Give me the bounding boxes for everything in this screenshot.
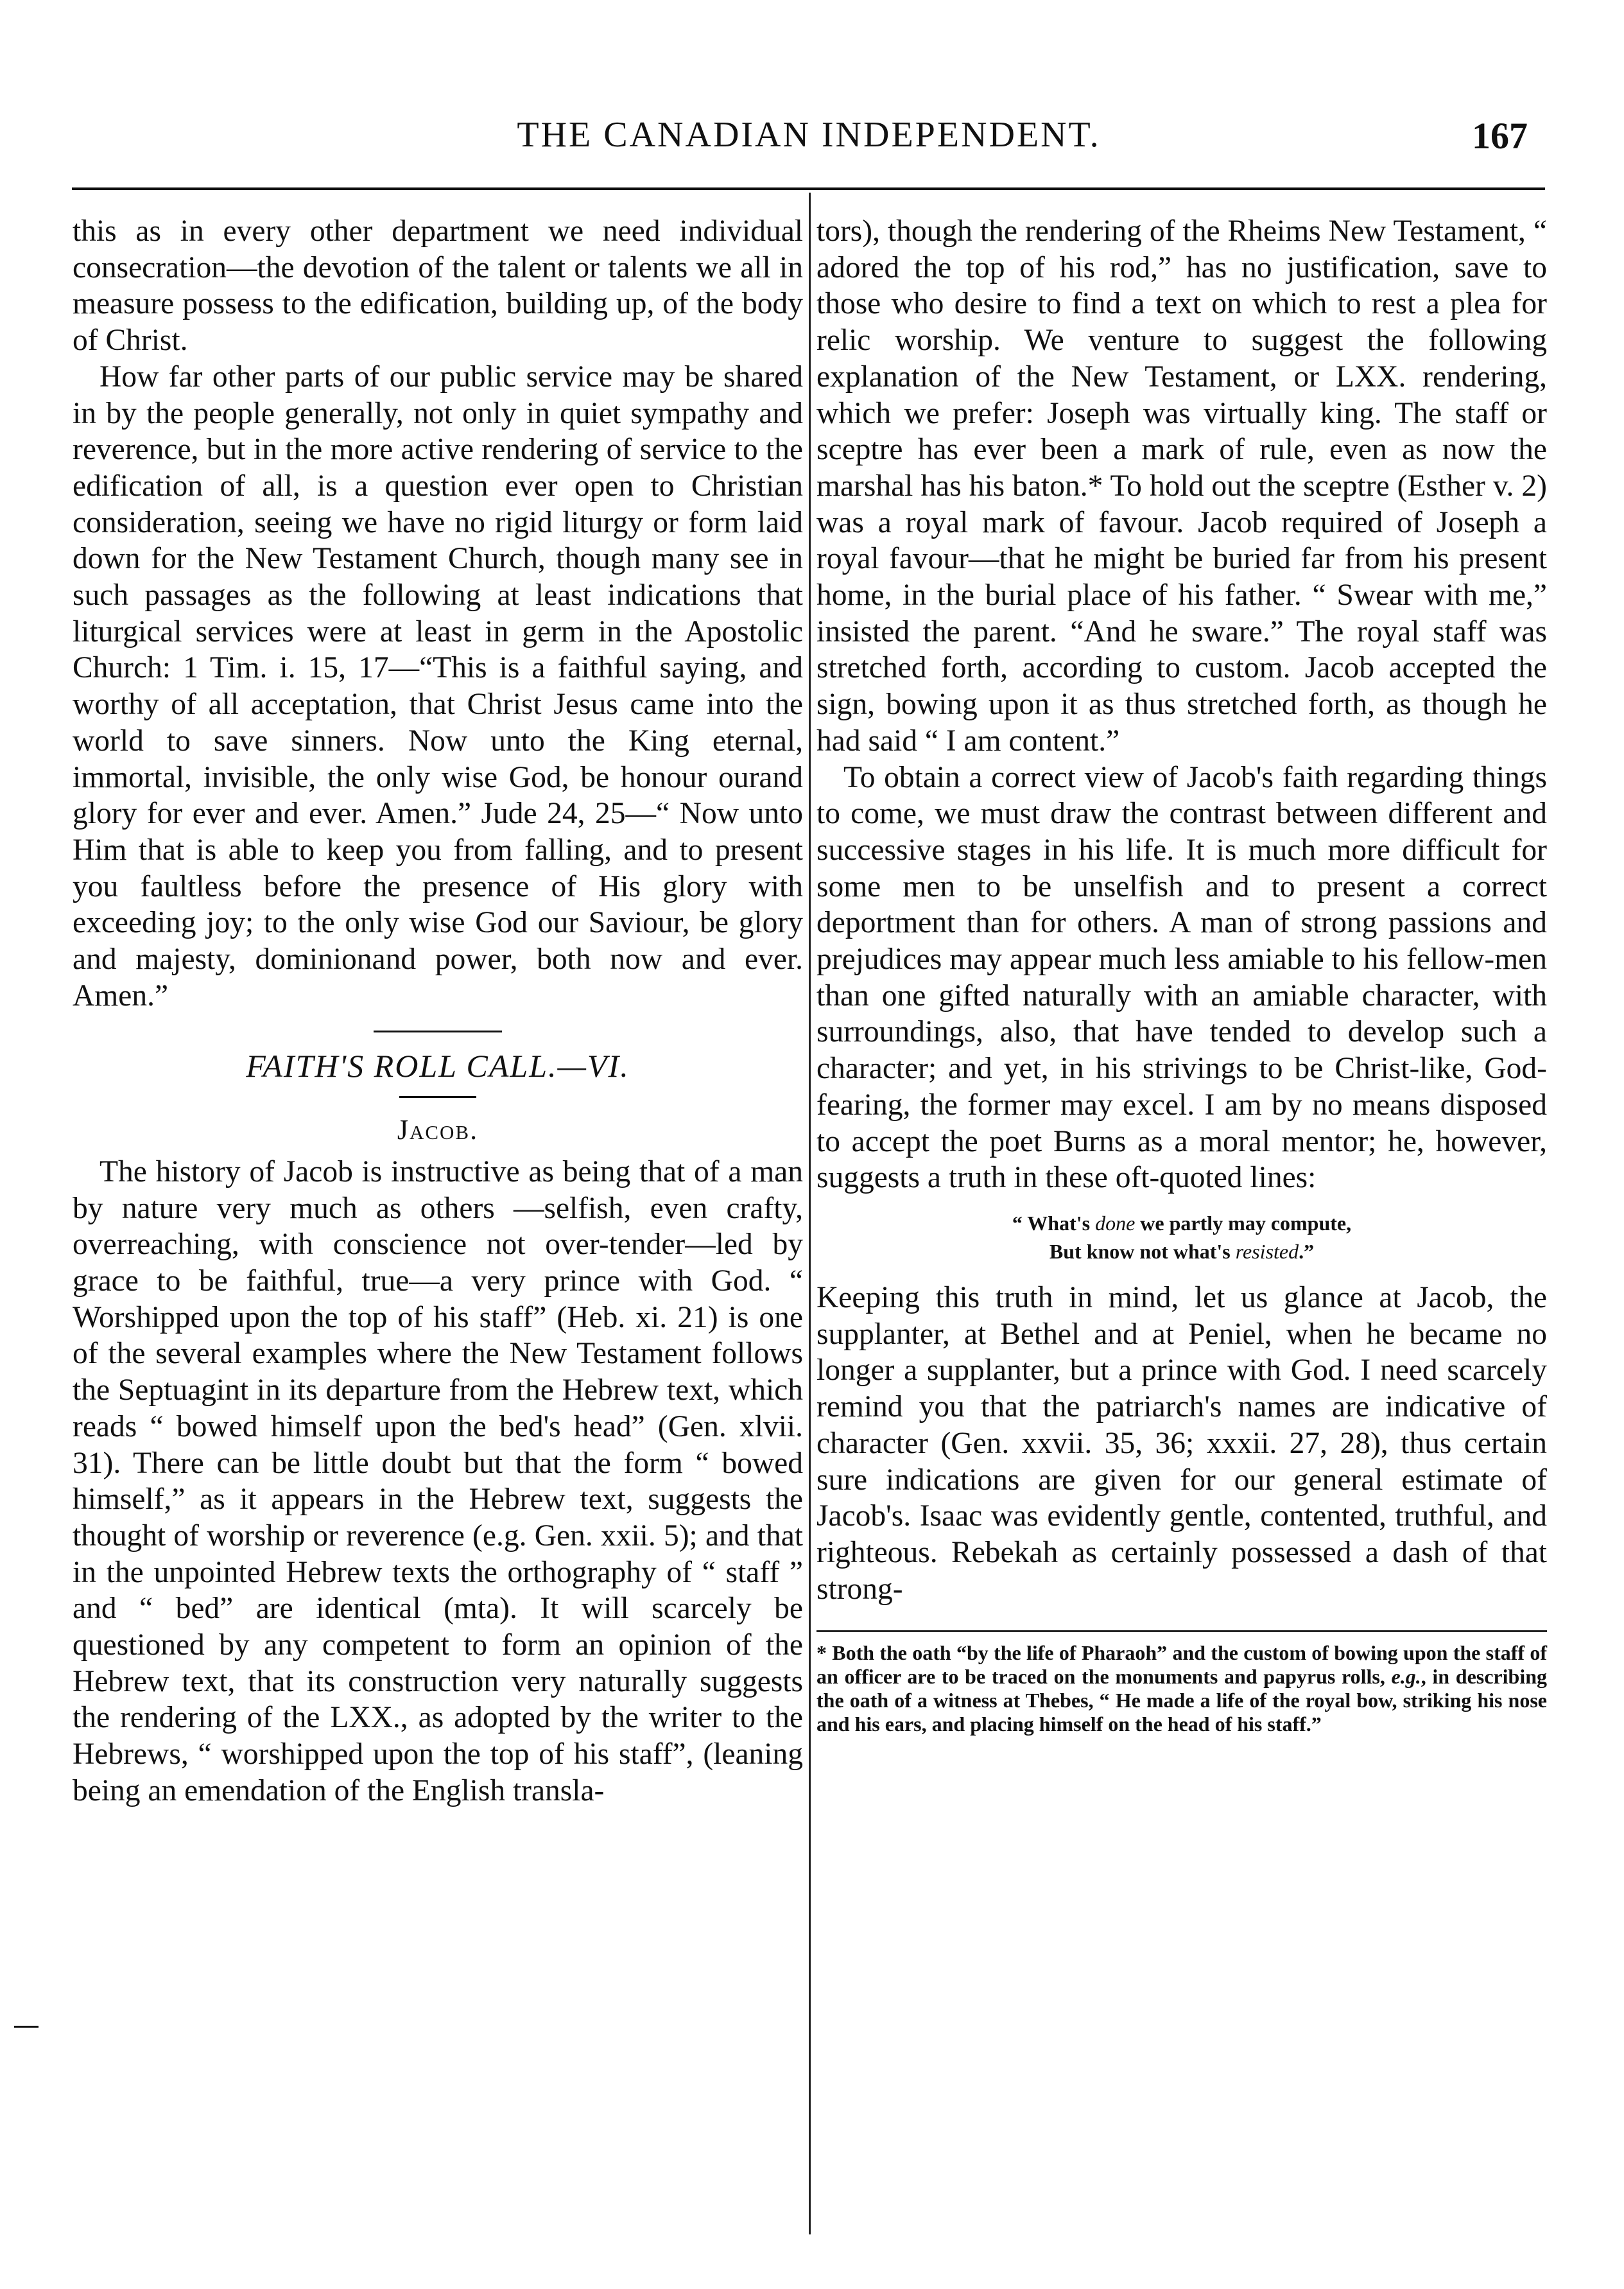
section-divider (374, 1031, 502, 1032)
paragraph: The history of Jacob is instructive as being that of a man by nature very much as others —selfish, even crafty, overreaching, with conscience not over-tender—led by grace to be faithful, true—a very prince with God. “ Worshipped upon the top of his staff” (Heb. xi. 21) is one of the several examples where the New Testament follows the Septuagint in its departure from the Hebrew text, which reads “ bowed himself upon the bed's head” (Gen. xlvii. 31). There can be little doubt but that the form “ bowed himself,” as it appears in the Hebrew text, suggests the thought of worship or reverence (e.g. Gen. xxii. 5); and that in the unpointed Hebrew texts the orthography of “ staff ” and “ bed” are identical (mta). It will scarcely be questioned by any competent to form an opinion of the Hebrew text, that its construction very naturally suggests the rendering of the LXX., as adopted by the writer to the Hebrews, “ worshipped upon the top of his staff”, (leaning being an emendation of the English transla- (73, 1154, 803, 1807)
header-rule (72, 187, 1545, 190)
margin-mark (14, 2026, 39, 2028)
journal-title: THE CANADIAN INDEPENDENT. (517, 115, 1101, 155)
section-subtitle: Jacob. (397, 1114, 479, 1146)
verse-line: “ What's done we partly may compute, (1012, 1211, 1352, 1235)
left-column (73, 213, 803, 1809)
page-number: 167 (1472, 115, 1528, 157)
verse-quote (816, 1209, 1547, 1266)
paragraph: To obtain a correct view of Jacob's faith regarding things to come, we must draw the contrast between different and successive stages in his life. It is much more difficult for some men to be unselfish and to present a correct deportment than for others. A man of strong passions and prejudices may appear much less amiable to his fellow-men than one gifted naturally with an amiable character, with surroundings, also, that have tended to develop such a character; and yet, in his strivings to be Christ-like, God-fearing, the former may excel. I am by no means disposed to accept the poet Burns as a moral mentor; he, however, suggests a truth in these oft-quoted lines: (816, 760, 1547, 1195)
footnote-rule (816, 1630, 1547, 1632)
footnote: * Both the oath “by the life of Pharaoh” and the custom of bowing upon the staff of an officer are to be traced on the monuments and papyrus rolls, e.g., in describing the oath of a witness at Thebes, “ He made a life of the royal bow, striking his nose and his ears, and placing himself on the head of his staff.” (816, 1641, 1548, 1736)
paragraph: tors), though the rendering of the Rheims New Testament, “ adored the top of his rod,” has no justification, save to those who desire to find a text on which to rest a plea for relic worship. We venture to suggest the following explanation of the New Testament, or LXX. rendering, which we prefer: Joseph was virtually king. The staff or sceptre has ever been a mark of rule, even as now the marshal has his baton.* To hold out the sceptre (Esther v. 2) was a royal mark of favour. Jacob required of Joseph a royal favour—that he might be buried far from his present home, in the burial place of his father. “ Swear with me,” insisted the parent. “And he sware.” The royal staff was stretched forth, according to custom. Jacob accepted the sign, bowing upon it as thus stretched forth, as though he had said “ I am content.” (816, 214, 1547, 758)
paragraph: How far other parts of our public service may be shared in by the people generally, not only in quiet sympathy and reverence, but in the more active rendering of service to the edification of all, is a question ever open to Christian consideration, seeing we have no rigid liturgy or form laid down for the New Testament Church, though many see in such passages as the following at least indications that liturgical services were at least in germ in the Apostolic Church: 1 Tim. i. 15, 17—“This is a faithful saying, and worthy of all acceptation, that Christ Jesus came into the world to save sinners. Now unto the King eternal, immortal, invisible, the only wise God, be honour ourand glory for ever and ever. Amen.” Jude 24, 25—“ Now unto Him that is able to keep you from falling, and to present you faultless before the presence of His glory with exceeding joy; to the only wise God our Saviour, be glory and majesty, dominionand power, both now and ever. Amen.” (73, 360, 803, 1013)
right-column (816, 213, 1547, 1736)
running-head (77, 114, 1541, 172)
paragraph: Keeping this truth in mind, let us glance at Jacob, the supplanter, at Bethel and at Peniel, when he became no longer a supplanter, but a prince with God. I need scarcely remind you that the patriarch's names are indicative of character (Gen. xxvii. 35, 36; xxxii. 27, 28), thus certain sure indications are given for our general estimate of Jacob's. Isaac was evidently gentle, contented, truthful, and righteous. Rebekah as certainly possessed a dash of that strong- (816, 1280, 1547, 1606)
column-divider (809, 193, 811, 2234)
title-divider (399, 1096, 476, 1098)
paragraph: this as in every other department we need individual consecration—the devotion of the talent or talents we all in measure possess to the edification, building up, of the body of Christ. (73, 214, 803, 358)
section-title: FAITH'S ROLL CALL.—VI. (246, 1048, 630, 1084)
verse-line: But know not what's resisted.” (1049, 1239, 1315, 1263)
